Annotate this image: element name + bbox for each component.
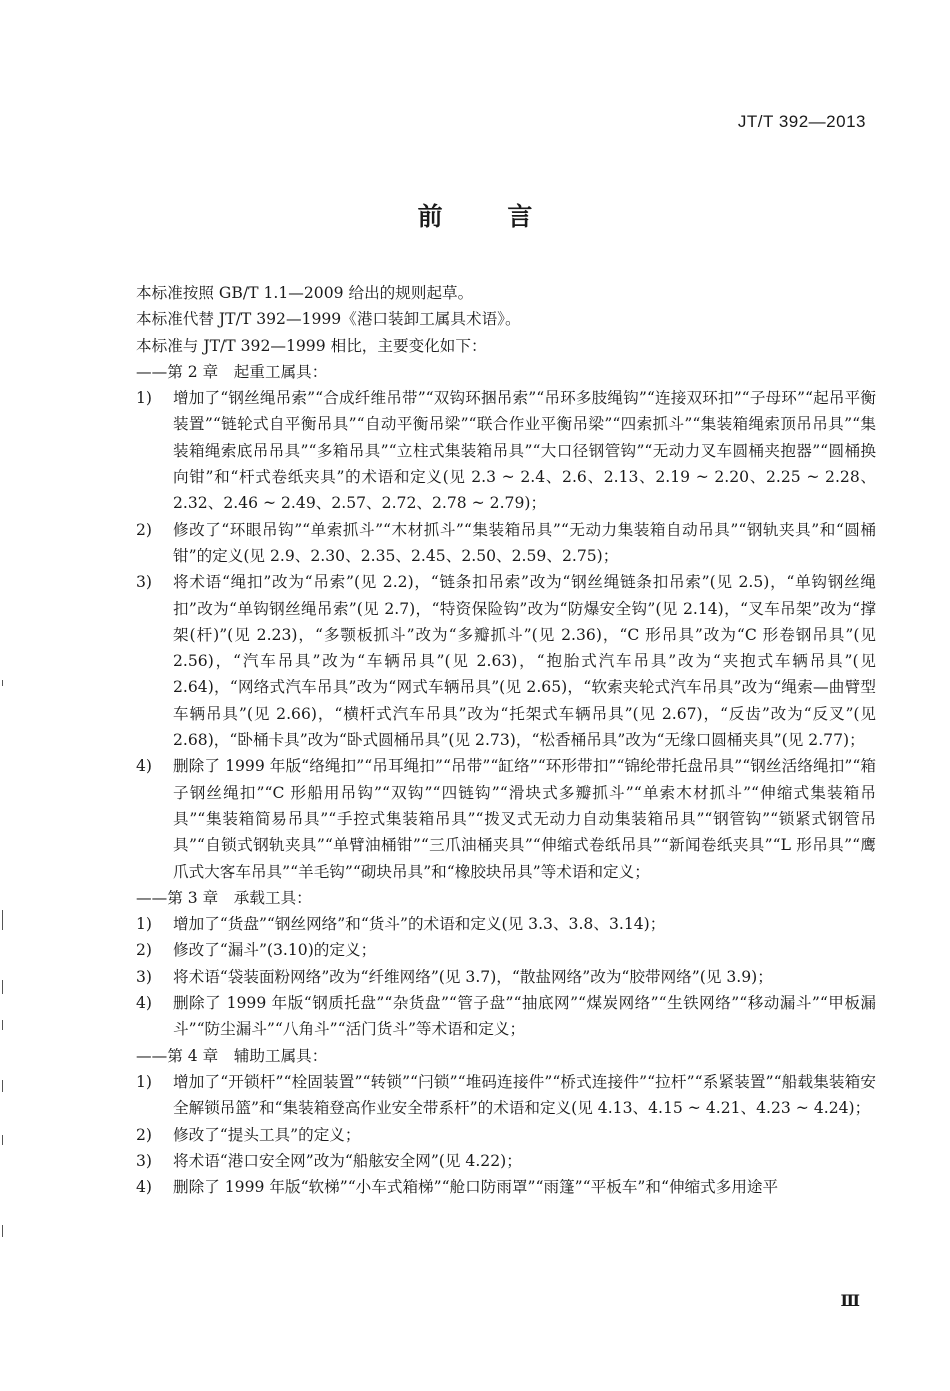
chapter-heading: ——第 4 章 辅助工属具： bbox=[136, 1046, 328, 1065]
item-number: 2) bbox=[136, 941, 153, 960]
chapter-4-section bbox=[136, 1043, 876, 1201]
item-text: 将术语“袋装面粉网络”改为“纤维网络”(见 3.7)，“散盐网络”改为“胶带网络”(见 3.9)； bbox=[173, 967, 773, 986]
list-item bbox=[136, 1122, 876, 1148]
foreword-body bbox=[136, 280, 876, 1200]
item-number: 1) bbox=[136, 1072, 153, 1091]
list-item bbox=[136, 937, 876, 963]
paragraph: 本标准按照 GB/T 1.1—2009 给出的规则起草。 bbox=[136, 284, 474, 302]
item-text: 将术语“绳扣”改为“吊索”(见 2.2)，“链条扣吊索”改为“钢丝绳链条扣吊索”(见 2.5)，“单钩钢丝绳扣”改为“单钩钢丝绳吊索”(见 2.7)，“特资保险钩”改为“防爆安全钩”(见 2.14)，“叉车吊架”改为“撑架(杆)”(见 2.23)，“多颚板抓斗”改为“多瓣抓斗”(见 2.36)，“C 形吊具”改为“C 形卷钢吊具”(见 2.56)，“汽车吊具”改为“车辆吊具”(见 2.63)，“抱胎式汽车吊具”改为“夹抱式车辆吊具”(见 2.64)，“网络式汽车吊具”改为“网式车辆吊具”(见 2.65)，“软索夹轮式汽车吊具”改为“绳索—曲臂型车辆吊具”(见 2.66)，“横杆式汽车吊具”改为“托架式车辆吊具”(见 2.67)，“反齿”改为“反叉”(见 2.68)，“卧桶卡具”改为“卧式圆桶吊具”(见 2.73)，“松香桶吊具”改为“无缘口圆桶夹具”(见 2.77)； bbox=[173, 573, 876, 750]
list-item bbox=[136, 990, 876, 1043]
item-text: 删除了 1999 年版“络绳扣”“吊耳绳扣”“吊带”“缸络”“环形带扣”“锦纶带托盘吊具”“钢丝活络绳扣”“箱子钢丝绳扣”“C 形船用吊钩”“双钩”“四链钩”“滑块式多瓣抓斗”“单索木材抓斗”“伸缩式集装箱吊具”“集装箱简易吊具”“手控式集装箱吊具”“拨叉式无动力自动集装箱吊具”“钢管钩”“锁紧式钢管吊具”“自锁式钢轨夹具”“单臂油桶钳”“三爪油桶夹具”“伸缩式卷纸吊具”“新闻卷纸夹具”“L 形吊具”“鹰爪式大客车吊具”“羊毛钩”“砌块吊具”和“橡胶块吊具”等术语和定义； bbox=[173, 757, 876, 881]
list-item bbox=[136, 1069, 876, 1122]
item-text: 删除了 1999 年版“软梯”“小车式箱梯”“舱口防雨罩”“雨篷”“平板车”和“伸缩式多用途平 bbox=[173, 1178, 779, 1197]
item-text: 将术语“港口安全网”改为“船舷安全网”(见 4.22)； bbox=[173, 1151, 522, 1170]
scan-margin-marks bbox=[2, 680, 6, 1240]
list-item bbox=[136, 753, 876, 884]
item-number: 2) bbox=[136, 1125, 153, 1144]
chapter-heading: ——第 2 章 起重工属具： bbox=[136, 362, 328, 381]
item-number: 4) bbox=[136, 1178, 153, 1197]
paragraph: 本标准代替 JT/T 392—1999《港口装卸工属具术语》。 bbox=[136, 310, 521, 329]
page-title: 前 言 bbox=[417, 202, 533, 231]
item-number: 4) bbox=[136, 994, 153, 1013]
item-text: 增加了“开锁杆”“栓固装置”“转锁”“闩锁”“堆码连接件”“桥式连接件”“拉杆”“系紧装置”“船载集装箱安全解锁吊篮”和“集装箱登高作业安全带系杆”的术语和定义(见 4.13、4.15 ~ 4.21、4.23 ~ 4.24)； bbox=[173, 1072, 876, 1118]
list-item bbox=[136, 1174, 876, 1200]
item-number: 3) bbox=[136, 573, 153, 592]
item-text: 修改了“环眼吊钩”“单索抓斗”“木材抓斗”“集装箱吊具”“无动力集装箱自动吊具”“钢轨夹具”和“圆桶钳”的定义(见 2.9、2.30、2.35、2.45、2.50、2.59、2.75)； bbox=[173, 520, 876, 565]
item-text: 修改了“提头工具”的定义； bbox=[173, 1125, 361, 1144]
standard-number: JT/T 392—2013 bbox=[737, 112, 866, 131]
list-item bbox=[136, 964, 876, 990]
item-number: 4) bbox=[136, 757, 153, 776]
paragraph: 本标准与 JT/T 392—1999 相比，主要变化如下： bbox=[136, 336, 487, 355]
item-number: 1) bbox=[136, 915, 153, 934]
item-number: 1) bbox=[136, 389, 153, 408]
item-number: 3) bbox=[136, 967, 153, 986]
chapter-3-section bbox=[136, 885, 876, 1043]
item-text: 修改了“漏斗”(3.10)的定义； bbox=[173, 941, 377, 960]
item-text: 增加了“钢丝绳吊索”“合成纤维吊带”“双钩环捆吊索”“吊环多肢绳钩”“连接双环扣”“子母环”“起吊平衡装置”“链轮式自平衡吊具”“自动平衡吊梁”“联合作业平衡吊梁”“四索抓斗”“集装箱绳索顶吊吊具”“集装箱绳索底吊吊具”“多箱吊具”“立柱式集装箱吊具”“大口径钢管钩”“无动力叉车圆桶夹抱器”“圆桶换向钳”和“杆式卷纸夹具”的术语和定义(见 2.3 ~ 2.4、2.6、2.13、2.19 ~ 2.20、2.25 ~ 2.28、2.32、2.46 ~ 2.49、2.57、2.72、2.78 ~ 2.79)； bbox=[173, 389, 876, 513]
page-number: Ⅲ bbox=[840, 1291, 860, 1310]
item-text: 删除了 1999 年版“钢质托盘”“杂货盘”“管子盘”“抽底网”“煤炭网络”“生铁网络”“移动漏斗”“甲板漏斗”“防尘漏斗”“八角斗”“活门货斗”等术语和定义； bbox=[173, 994, 876, 1039]
item-number: 2) bbox=[136, 520, 153, 539]
list-item bbox=[136, 385, 876, 516]
chapter-heading: ——第 3 章 承载工具： bbox=[136, 888, 312, 907]
item-number: 3) bbox=[136, 1151, 153, 1170]
list-item bbox=[136, 569, 876, 753]
list-item bbox=[136, 911, 876, 937]
item-text: 增加了“货盘”“钢丝网络”和“货斗”的术语和定义(见 3.3、3.8、3.14)； bbox=[173, 915, 666, 934]
chapter-2-section bbox=[136, 359, 876, 885]
list-item bbox=[136, 517, 876, 570]
list-item bbox=[136, 1148, 876, 1174]
